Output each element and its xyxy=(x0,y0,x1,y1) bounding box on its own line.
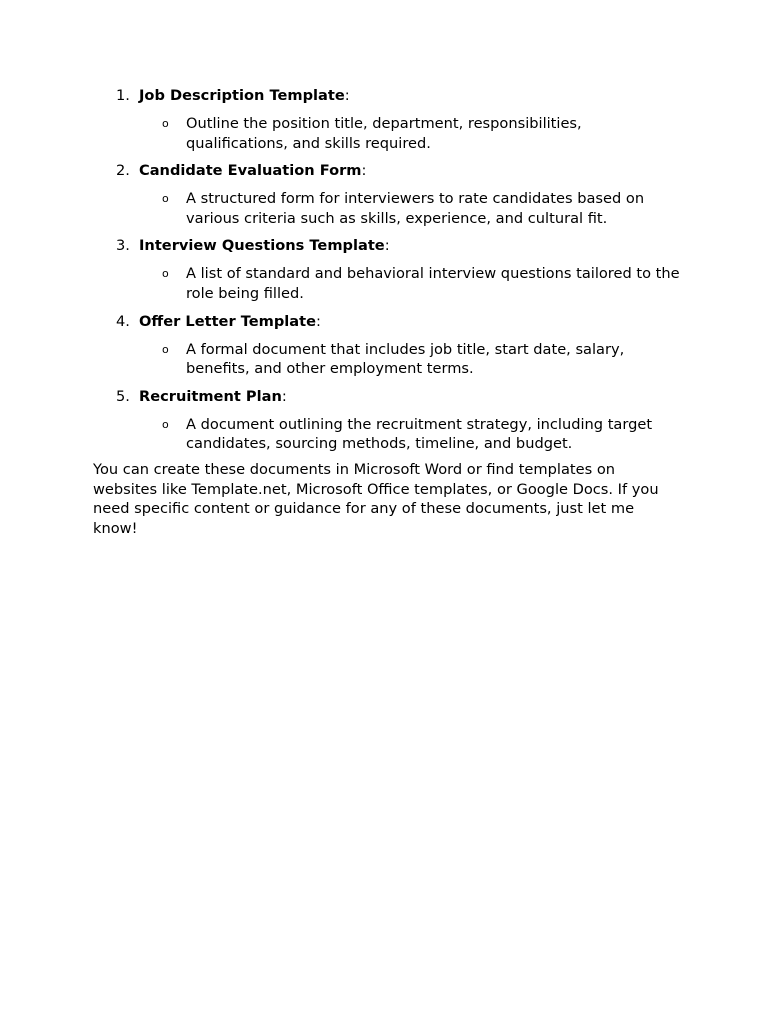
list-item-offer-letter xyxy=(93,310,683,379)
item-suffix: : xyxy=(344,87,350,104)
sub-list xyxy=(93,415,683,454)
list-item-interview-questions xyxy=(93,234,683,303)
item-title: Interview Questions Template xyxy=(139,237,385,255)
item-number: 1. xyxy=(116,87,130,104)
bullet-icon: o xyxy=(162,417,169,431)
item-heading xyxy=(93,84,683,108)
bullet-icon: o xyxy=(162,192,169,206)
sub-item xyxy=(93,340,683,379)
template-list xyxy=(93,84,683,454)
sub-list xyxy=(93,114,683,153)
sub-item xyxy=(93,264,683,303)
sub-item xyxy=(93,415,683,454)
closing-paragraph: You can create these documents in Microsoft Word or find templates on websites like Template.net, Microsoft Office templates, or Google Docs. If you need specific content or guidance for any of these documents, just let me know! xyxy=(93,460,659,537)
sub-list xyxy=(93,264,683,303)
item-description: A document outlining the recruitment strategy, including target candidates, sourcing methods, timeline, and budget. xyxy=(186,415,653,453)
item-suffix: : xyxy=(384,237,390,255)
item-description: A structured form for interviewers to rate candidates based on various criteria such as skills, experience, and cultural fit. xyxy=(186,190,645,227)
sub-list xyxy=(93,189,683,228)
sub-list xyxy=(93,340,683,379)
list-item-recruitment-plan xyxy=(93,385,683,454)
item-heading xyxy=(93,310,683,334)
item-number: 2. xyxy=(116,162,130,180)
item-number: 3. xyxy=(116,237,130,255)
item-description: A list of standard and behavioral interview questions tailored to the role being filled. xyxy=(186,265,680,302)
list-item-candidate-evaluation xyxy=(93,159,683,228)
item-heading xyxy=(93,385,683,409)
sub-item xyxy=(93,189,683,228)
list-item-job-description xyxy=(93,84,683,153)
bullet-icon: o xyxy=(162,117,169,130)
document-body xyxy=(93,84,683,538)
item-suffix: : xyxy=(361,162,367,180)
bullet-icon: o xyxy=(162,267,169,281)
bullet-icon: o xyxy=(162,342,169,356)
item-description: Outline the position title, department, responsibilities, qualifications, and skills required. xyxy=(186,115,582,152)
item-heading xyxy=(93,234,683,258)
item-heading xyxy=(93,159,683,183)
item-number: 5. xyxy=(116,387,130,405)
item-description: A formal document that includes job title, start date, salary, benefits, and other employment terms. xyxy=(186,340,625,378)
item-suffix: : xyxy=(316,312,321,330)
item-title: Offer Letter Template xyxy=(139,312,317,330)
item-title: Candidate Evaluation Form xyxy=(139,162,362,180)
item-title: Job Description Template xyxy=(139,87,345,104)
item-suffix: : xyxy=(281,387,287,405)
item-title: Recruitment Plan xyxy=(139,387,282,405)
item-number: 4. xyxy=(116,312,130,330)
sub-item xyxy=(93,114,683,153)
